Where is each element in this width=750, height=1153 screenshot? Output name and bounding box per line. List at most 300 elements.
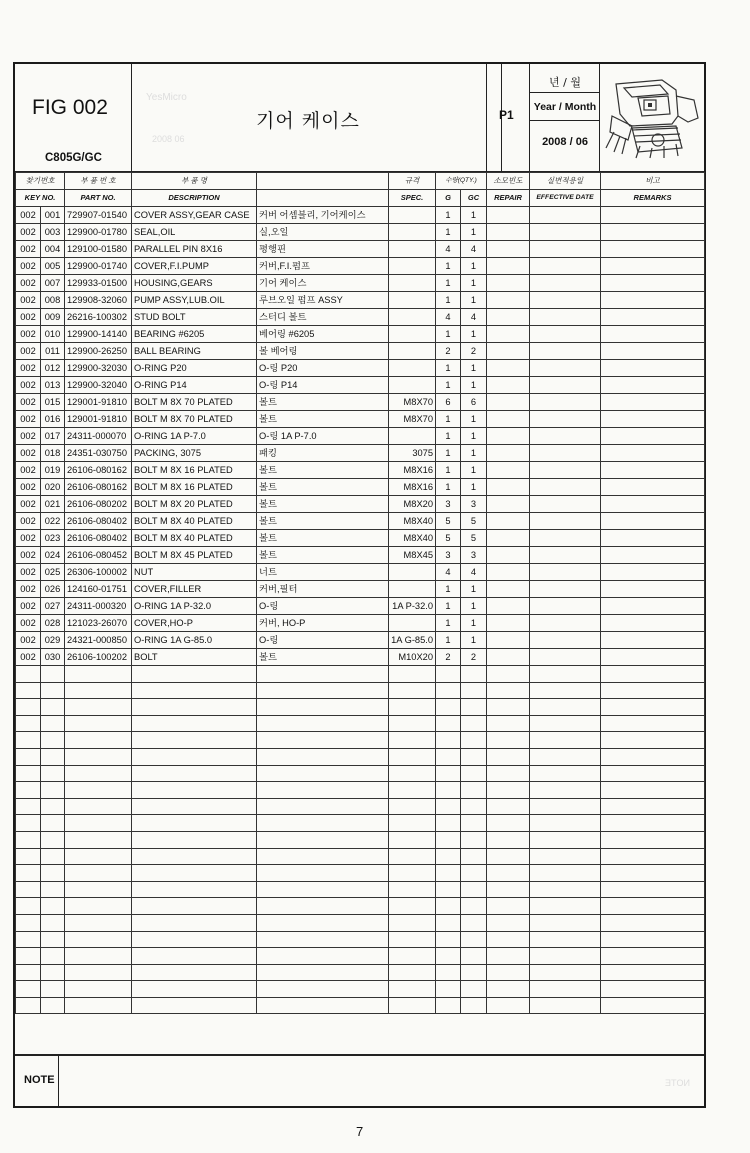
table-row bbox=[16, 513, 705, 530]
cell-eff bbox=[530, 394, 601, 411]
cell-gc: 5 bbox=[461, 530, 487, 547]
table-row bbox=[16, 598, 705, 615]
cell-fig: 002 bbox=[16, 530, 41, 547]
cell-desc: COVER,HO-P bbox=[132, 615, 257, 632]
cell-repair bbox=[487, 377, 530, 394]
cell-eff bbox=[530, 326, 601, 343]
cell-gc: 1 bbox=[461, 598, 487, 615]
empty-row bbox=[16, 997, 705, 1014]
cell-part: 129001-91810 bbox=[65, 411, 132, 428]
cell-gc: 4 bbox=[461, 241, 487, 258]
cell-eff bbox=[530, 241, 601, 258]
col-eff-kr: 실변적용일 bbox=[530, 173, 601, 190]
cell-desc-kr: 볼 베어링 bbox=[257, 343, 389, 360]
col-gc-en: GC bbox=[461, 190, 487, 207]
cell-repair bbox=[487, 343, 530, 360]
cell-remarks bbox=[601, 360, 705, 377]
cell-fig: 002 bbox=[16, 581, 41, 598]
cell-gc: 6 bbox=[461, 394, 487, 411]
empty-row bbox=[16, 715, 705, 732]
cell-spec: M8X40 bbox=[389, 530, 436, 547]
cell-desc-kr: 볼트 bbox=[257, 530, 389, 547]
empty-row bbox=[16, 699, 705, 716]
cell-fig: 002 bbox=[16, 513, 41, 530]
cell-key: 028 bbox=[41, 615, 65, 632]
cell-desc-kr: 볼트 bbox=[257, 479, 389, 496]
cell-spec bbox=[389, 207, 436, 224]
empty-row bbox=[16, 964, 705, 981]
cell-desc: BALL BEARING bbox=[132, 343, 257, 360]
cell-fig: 002 bbox=[16, 360, 41, 377]
cell-part: 121023-26070 bbox=[65, 615, 132, 632]
cell-remarks bbox=[601, 615, 705, 632]
cell-desc: O-RING 1A P-7.0 bbox=[132, 428, 257, 445]
cell-eff bbox=[530, 530, 601, 547]
cell-gc: 3 bbox=[461, 496, 487, 513]
col-part-kr: 부 품 번 호 bbox=[65, 173, 132, 190]
cell-desc-kr: O-링 bbox=[257, 598, 389, 615]
cell-part: 26106-080402 bbox=[65, 513, 132, 530]
cell-repair bbox=[487, 428, 530, 445]
cell-spec bbox=[389, 428, 436, 445]
cell-repair bbox=[487, 632, 530, 649]
cell-fig: 002 bbox=[16, 496, 41, 513]
cell-desc: BEARING #6205 bbox=[132, 326, 257, 343]
cell-desc-kr: 베어링 #6205 bbox=[257, 326, 389, 343]
cell-key: 004 bbox=[41, 241, 65, 258]
cell-g: 1 bbox=[436, 207, 461, 224]
cell-fig: 002 bbox=[16, 547, 41, 564]
cell-fig: 002 bbox=[16, 326, 41, 343]
year-month-en: Year / Month bbox=[533, 101, 597, 113]
cell-eff bbox=[530, 224, 601, 241]
table-row bbox=[16, 377, 705, 394]
cell-remarks bbox=[601, 309, 705, 326]
header-row-english bbox=[16, 190, 705, 207]
cell-g: 4 bbox=[436, 241, 461, 258]
cell-g: 1 bbox=[436, 428, 461, 445]
table-row bbox=[16, 309, 705, 326]
cell-remarks bbox=[601, 241, 705, 258]
cell-desc-kr: 볼트 bbox=[257, 649, 389, 666]
cell-spec: M8X70 bbox=[389, 411, 436, 428]
table-row bbox=[16, 292, 705, 309]
cell-fig: 002 bbox=[16, 615, 41, 632]
cell-eff bbox=[530, 292, 601, 309]
cell-fig: 002 bbox=[16, 241, 41, 258]
col-g-en: G bbox=[436, 190, 461, 207]
cell-repair bbox=[487, 598, 530, 615]
cell-desc: COVER,F.I.PUMP bbox=[132, 258, 257, 275]
cell-gc: 1 bbox=[461, 632, 487, 649]
empty-row bbox=[16, 765, 705, 782]
cell-g: 1 bbox=[436, 292, 461, 309]
cell-remarks bbox=[601, 513, 705, 530]
col-desc-en-blank bbox=[257, 190, 389, 207]
cell-repair bbox=[487, 326, 530, 343]
cell-repair bbox=[487, 360, 530, 377]
table-row bbox=[16, 224, 705, 241]
cell-gc: 1 bbox=[461, 428, 487, 445]
cell-fig: 002 bbox=[16, 428, 41, 445]
cell-part: 26216-100302 bbox=[65, 309, 132, 326]
cell-spec bbox=[389, 326, 436, 343]
cell-spec bbox=[389, 292, 436, 309]
cell-desc: O-RING 1A P-32.0 bbox=[132, 598, 257, 615]
cell-remarks bbox=[601, 564, 705, 581]
cell-gc: 1 bbox=[461, 292, 487, 309]
col-desc-kr: 부 품 명 bbox=[132, 173, 257, 190]
empty-row bbox=[16, 666, 705, 683]
cell-spec bbox=[389, 564, 436, 581]
figure-title: 기어 케이스 bbox=[256, 110, 360, 132]
cell-part: 26106-080162 bbox=[65, 462, 132, 479]
cell-spec bbox=[389, 224, 436, 241]
table-row bbox=[16, 649, 705, 666]
cell-g: 1 bbox=[436, 445, 461, 462]
cell-key: 023 bbox=[41, 530, 65, 547]
empty-row bbox=[16, 948, 705, 965]
cell-desc: BOLT M 8X 16 PLATED bbox=[132, 479, 257, 496]
cell-repair bbox=[487, 411, 530, 428]
cell-g: 3 bbox=[436, 496, 461, 513]
cell-g: 1 bbox=[436, 632, 461, 649]
cell-part: 26106-080452 bbox=[65, 547, 132, 564]
cell-g: 1 bbox=[436, 275, 461, 292]
cell-eff bbox=[530, 615, 601, 632]
cell-gc: 1 bbox=[461, 445, 487, 462]
cell-eff bbox=[530, 445, 601, 462]
cell-repair bbox=[487, 258, 530, 275]
cell-desc: BOLT M 8X 16 PLATED bbox=[132, 462, 257, 479]
cell-gc: 1 bbox=[461, 275, 487, 292]
cell-key: 019 bbox=[41, 462, 65, 479]
cell-spec bbox=[389, 275, 436, 292]
cell-part: 129100-01580 bbox=[65, 241, 132, 258]
parts-list-sheet bbox=[13, 62, 706, 1108]
table-row bbox=[16, 207, 705, 224]
col-desc-en: DESCRIPTION bbox=[132, 190, 257, 207]
cell-repair bbox=[487, 479, 530, 496]
cell-g: 6 bbox=[436, 394, 461, 411]
cell-remarks bbox=[601, 428, 705, 445]
cell-desc: O-RING 1A G-85.0 bbox=[132, 632, 257, 649]
cell-remarks bbox=[601, 479, 705, 496]
empty-row bbox=[16, 981, 705, 998]
cell-repair bbox=[487, 564, 530, 581]
cell-part: 729907-01540 bbox=[65, 207, 132, 224]
cell-desc: COVER ASSY,GEAR CASE bbox=[132, 207, 257, 224]
cell-remarks bbox=[601, 547, 705, 564]
table-row bbox=[16, 411, 705, 428]
cell-fig: 002 bbox=[16, 309, 41, 326]
cell-key: 024 bbox=[41, 547, 65, 564]
cell-key: 008 bbox=[41, 292, 65, 309]
cell-part: 26106-100202 bbox=[65, 649, 132, 666]
cell-eff bbox=[530, 632, 601, 649]
cell-key: 005 bbox=[41, 258, 65, 275]
table-row bbox=[16, 326, 705, 343]
cell-desc-kr: O-링 1A P-7.0 bbox=[257, 428, 389, 445]
cell-spec bbox=[389, 615, 436, 632]
cell-g: 1 bbox=[436, 479, 461, 496]
table-row bbox=[16, 258, 705, 275]
cell-spec bbox=[389, 581, 436, 598]
empty-row bbox=[16, 898, 705, 915]
cell-fig: 002 bbox=[16, 292, 41, 309]
cell-desc-kr: O-링 bbox=[257, 632, 389, 649]
cell-repair bbox=[487, 581, 530, 598]
cell-remarks bbox=[601, 258, 705, 275]
cell-repair bbox=[487, 530, 530, 547]
cell-desc-kr: 커버,필터 bbox=[257, 581, 389, 598]
cell-g: 1 bbox=[436, 258, 461, 275]
col-key-kr: 찾기번호 bbox=[16, 173, 65, 190]
cell-desc: BOLT M 8X 70 PLATED bbox=[132, 394, 257, 411]
cell-eff bbox=[530, 479, 601, 496]
cell-key: 027 bbox=[41, 598, 65, 615]
cell-desc-kr: 패킹 bbox=[257, 445, 389, 462]
cell-repair bbox=[487, 394, 530, 411]
cell-spec: 1A P-32.0 bbox=[389, 598, 436, 615]
cell-eff bbox=[530, 462, 601, 479]
cell-desc-kr: 볼트 bbox=[257, 513, 389, 530]
cell-fig: 002 bbox=[16, 224, 41, 241]
note-section: NOTE NOTE bbox=[15, 1054, 704, 1106]
cell-fig: 002 bbox=[16, 377, 41, 394]
cell-g: 5 bbox=[436, 513, 461, 530]
cell-part: 24311-000070 bbox=[65, 428, 132, 445]
cell-g: 1 bbox=[436, 326, 461, 343]
empty-row bbox=[16, 682, 705, 699]
cell-key: 001 bbox=[41, 207, 65, 224]
table-row bbox=[16, 615, 705, 632]
cell-part: 129933-01500 bbox=[65, 275, 132, 292]
cell-spec: M8X45 bbox=[389, 547, 436, 564]
empty-row bbox=[16, 848, 705, 865]
cell-desc-kr: 볼트 bbox=[257, 547, 389, 564]
table-row bbox=[16, 360, 705, 377]
cell-key: 003 bbox=[41, 224, 65, 241]
cell-eff bbox=[530, 207, 601, 224]
cell-desc: PACKING, 3075 bbox=[132, 445, 257, 462]
cell-eff bbox=[530, 547, 601, 564]
cell-fig: 002 bbox=[16, 411, 41, 428]
cell-remarks bbox=[601, 394, 705, 411]
cell-gc: 1 bbox=[461, 479, 487, 496]
cell-remarks bbox=[601, 343, 705, 360]
cell-g: 5 bbox=[436, 530, 461, 547]
cell-desc: BOLT M 8X 40 PLATED bbox=[132, 530, 257, 547]
cell-remarks bbox=[601, 275, 705, 292]
cell-spec: M8X20 bbox=[389, 496, 436, 513]
cell-eff bbox=[530, 564, 601, 581]
fig-number: FIG 002 bbox=[32, 96, 108, 119]
cell-eff bbox=[530, 496, 601, 513]
model-code: C805G/GC bbox=[45, 152, 102, 164]
cell-repair bbox=[487, 649, 530, 666]
cell-eff bbox=[530, 411, 601, 428]
cell-gc: 1 bbox=[461, 207, 487, 224]
cell-spec: 1A G-85.0 bbox=[389, 632, 436, 649]
cell-key: 015 bbox=[41, 394, 65, 411]
cell-g: 1 bbox=[436, 224, 461, 241]
empty-row bbox=[16, 782, 705, 799]
col-remarks-kr: 비고 bbox=[601, 173, 705, 190]
cell-fig: 002 bbox=[16, 394, 41, 411]
col-repair-kr: 소모빈도 bbox=[487, 173, 530, 190]
cell-part: 129900-14140 bbox=[65, 326, 132, 343]
cell-remarks bbox=[601, 326, 705, 343]
cell-desc: O-RING P14 bbox=[132, 377, 257, 394]
cell-repair bbox=[487, 462, 530, 479]
empty-row bbox=[16, 881, 705, 898]
cell-key: 022 bbox=[41, 513, 65, 530]
cell-gc: 1 bbox=[461, 326, 487, 343]
cell-spec: 3075 bbox=[389, 445, 436, 462]
cell-g: 3 bbox=[436, 547, 461, 564]
cell-fig: 002 bbox=[16, 445, 41, 462]
cell-desc-kr: 실,오일 bbox=[257, 224, 389, 241]
cell-key: 007 bbox=[41, 275, 65, 292]
cell-eff bbox=[530, 581, 601, 598]
empty-row bbox=[16, 748, 705, 765]
page-code: P1 bbox=[499, 108, 514, 122]
cell-repair bbox=[487, 445, 530, 462]
cell-desc: NUT bbox=[132, 564, 257, 581]
cell-desc: PUMP ASSY,LUB.OIL bbox=[132, 292, 257, 309]
cell-remarks bbox=[601, 649, 705, 666]
cell-g: 1 bbox=[436, 581, 461, 598]
cell-part: 129900-01740 bbox=[65, 258, 132, 275]
cell-key: 016 bbox=[41, 411, 65, 428]
cell-g: 1 bbox=[436, 598, 461, 615]
cell-key: 018 bbox=[41, 445, 65, 462]
col-remarks-en: REMARKS bbox=[601, 190, 705, 207]
empty-row bbox=[16, 732, 705, 749]
cell-part: 129900-32040 bbox=[65, 377, 132, 394]
col-qty-kr: 수량(QTY.) bbox=[436, 173, 487, 190]
cell-part: 26106-080162 bbox=[65, 479, 132, 496]
cell-remarks bbox=[601, 496, 705, 513]
cell-repair bbox=[487, 496, 530, 513]
cell-desc: PARALLEL PIN 8X16 bbox=[132, 241, 257, 258]
page-number: 7 bbox=[356, 1124, 364, 1139]
cell-key: 011 bbox=[41, 343, 65, 360]
cell-gc: 4 bbox=[461, 564, 487, 581]
cell-part: 129908-32060 bbox=[65, 292, 132, 309]
empty-row bbox=[16, 914, 705, 931]
note-label: NOTE bbox=[24, 1074, 55, 1086]
col-desc-kr-blank bbox=[257, 173, 389, 190]
cell-part: 26106-080202 bbox=[65, 496, 132, 513]
cell-remarks bbox=[601, 581, 705, 598]
empty-row bbox=[16, 815, 705, 832]
cell-desc: BOLT M 8X 45 PLATED bbox=[132, 547, 257, 564]
cell-desc-kr: 너트 bbox=[257, 564, 389, 581]
cell-repair bbox=[487, 513, 530, 530]
cell-eff bbox=[530, 428, 601, 445]
cell-remarks bbox=[601, 530, 705, 547]
cell-gc: 1 bbox=[461, 258, 487, 275]
cell-gc: 5 bbox=[461, 513, 487, 530]
cell-desc: O-RING P20 bbox=[132, 360, 257, 377]
cell-desc: BOLT M 8X 20 PLATED bbox=[132, 496, 257, 513]
cell-remarks bbox=[601, 411, 705, 428]
cell-desc-kr: 루브오일 펌프 ASSY bbox=[257, 292, 389, 309]
cell-key: 020 bbox=[41, 479, 65, 496]
cell-key: 010 bbox=[41, 326, 65, 343]
cell-g: 1 bbox=[436, 377, 461, 394]
cell-fig: 002 bbox=[16, 275, 41, 292]
cell-repair bbox=[487, 241, 530, 258]
cell-desc-kr: 볼트 bbox=[257, 496, 389, 513]
cell-remarks bbox=[601, 224, 705, 241]
table-row bbox=[16, 496, 705, 513]
cell-key: 021 bbox=[41, 496, 65, 513]
cell-desc: BOLT M 8X 40 PLATED bbox=[132, 513, 257, 530]
cell-fig: 002 bbox=[16, 649, 41, 666]
cell-spec: M8X40 bbox=[389, 513, 436, 530]
cell-spec bbox=[389, 258, 436, 275]
cell-key: 013 bbox=[41, 377, 65, 394]
table-row bbox=[16, 445, 705, 462]
cell-eff bbox=[530, 513, 601, 530]
cell-desc-kr: 기어 케이스 bbox=[257, 275, 389, 292]
cell-spec bbox=[389, 377, 436, 394]
table-row bbox=[16, 564, 705, 581]
cell-g: 4 bbox=[436, 564, 461, 581]
cell-gc: 1 bbox=[461, 360, 487, 377]
cell-fig: 002 bbox=[16, 564, 41, 581]
cell-remarks bbox=[601, 462, 705, 479]
cell-repair bbox=[487, 224, 530, 241]
cell-repair bbox=[487, 615, 530, 632]
cell-spec: M8X16 bbox=[389, 462, 436, 479]
cell-desc-kr: O-링 P20 bbox=[257, 360, 389, 377]
cell-desc-kr: 평행핀 bbox=[257, 241, 389, 258]
cell-remarks bbox=[601, 632, 705, 649]
cell-key: 029 bbox=[41, 632, 65, 649]
cell-remarks bbox=[601, 445, 705, 462]
table-row bbox=[16, 241, 705, 258]
cell-spec: M8X16 bbox=[389, 479, 436, 496]
table-row bbox=[16, 462, 705, 479]
col-key-en: KEY NO. bbox=[16, 190, 65, 207]
cell-part: 26106-080402 bbox=[65, 530, 132, 547]
cell-g: 1 bbox=[436, 615, 461, 632]
cell-gc: 1 bbox=[461, 377, 487, 394]
cell-part: 129900-26250 bbox=[65, 343, 132, 360]
cell-desc-kr: 커버, HO-P bbox=[257, 615, 389, 632]
cell-desc-kr: 커버,F.I.펌프 bbox=[257, 258, 389, 275]
cell-g: 1 bbox=[436, 462, 461, 479]
cell-repair bbox=[487, 207, 530, 224]
cell-spec bbox=[389, 241, 436, 258]
empty-row bbox=[16, 931, 705, 948]
cell-part: 129001-91810 bbox=[65, 394, 132, 411]
cell-g: 2 bbox=[436, 649, 461, 666]
date-box bbox=[530, 64, 600, 172]
cell-eff bbox=[530, 377, 601, 394]
page-code-box bbox=[486, 64, 530, 172]
cell-repair bbox=[487, 275, 530, 292]
cell-part: 26306-100002 bbox=[65, 564, 132, 581]
cell-eff bbox=[530, 343, 601, 360]
cell-fig: 002 bbox=[16, 343, 41, 360]
table-row bbox=[16, 428, 705, 445]
cell-fig: 002 bbox=[16, 479, 41, 496]
